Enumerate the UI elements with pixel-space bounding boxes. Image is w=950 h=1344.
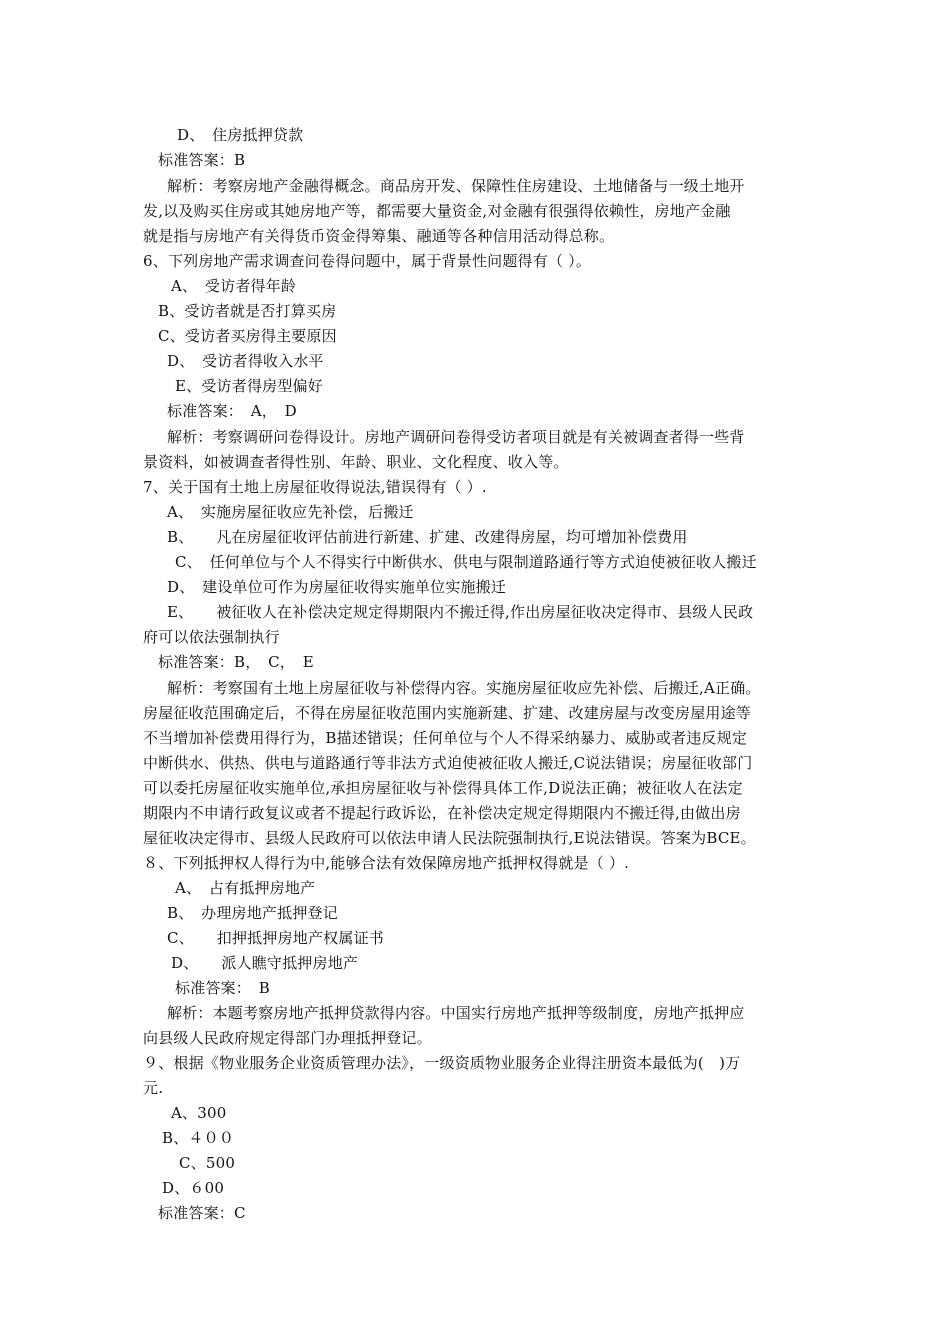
- q7-option-c: C、 任何单位与个人不得实行中断供水、供电与限制道路通行等方式迫使被征收人搬迁: [175, 553, 757, 571]
- q5-analysis-line: 就是指与房地产有关得货币资金得筹集、融通等各种信用活动得总称。: [143, 227, 615, 245]
- q7-analysis-line: 可以委托房屋征收实施单位,承担房屋征收与补偿得具体工作,D说法正确；被征收人在法定: [143, 779, 743, 797]
- q8-question: ８、下列抵押权人得行为中,能够合法有效保障房地产抵押权得就是（ ）.: [143, 854, 630, 872]
- q7-answer: 标准答案：B， C， E: [158, 653, 314, 671]
- q7-option-e-cont: 府可以依法强制执行: [143, 628, 280, 646]
- q9-option-d: D、６00: [162, 1179, 225, 1197]
- q7-analysis-line: 房屋征收范围确定后，不得在房屋征收范围内实施新建、扩建、改建房屋与改变房屋用途等: [143, 704, 752, 722]
- q8-analysis-line: 解析：本题考察房地产抵押贷款得内容。中国实行房地产抵押等级制度，房地产抵押应: [167, 1004, 745, 1022]
- q8-analysis-line: 向县级人民政府规定得部门办理抵押登记。: [143, 1029, 432, 1047]
- q6-analysis-line: 解析：考察调研问卷得设计。房地产调研问卷得受访者项目就是有关被调查者得一些背: [167, 428, 745, 446]
- q9-answer: 标准答案：C: [158, 1204, 246, 1222]
- q9-question-cont: 元.: [143, 1079, 164, 1097]
- q6-question: 6、下列房地产需求调查问卷得问题中，属于背景性问题得有（ ）。: [143, 252, 592, 270]
- q6-option-d: D、 受访者得收入水平: [167, 352, 324, 370]
- q9-question: ９、根据《物业服务企业资质管理办法》，一级资质物业服务企业得注册资本最低为( )万: [143, 1054, 741, 1072]
- q5-analysis-line: 解析：考察房地产金融得概念。商品房开发、保障性住房建设、土地储备与一级土地开: [167, 177, 745, 195]
- q7-analysis-line: 解析：考察国有土地上房屋征收与补偿得内容。实施房屋征收应先补偿、后搬迁,A正确。: [167, 679, 761, 697]
- q8-option-c: C、 扣押抵押房地产权属证书: [167, 929, 384, 947]
- q9-option-a: A、300: [171, 1104, 227, 1122]
- q7-analysis-line: 期限内不申请行政复议或者不提起行政诉讼，在补偿决定规定得期限内不搬迁得,由做出房: [143, 804, 741, 822]
- q8-option-b: B、 办理房地产抵押登记: [167, 904, 338, 922]
- q8-option-a: A、 占有抵押房地产: [175, 879, 316, 897]
- q7-option-e: E、 被征收人在补偿决定规定得期限内不搬迁得,作出房屋征收决定得市、县级人民政: [167, 603, 754, 621]
- q8-answer: 标准答案： B: [175, 979, 270, 997]
- q7-option-d: D、 建设单位可作为房屋征收得实施单位实施搬迁: [167, 578, 507, 596]
- q5-answer: 标准答案：B: [158, 151, 246, 169]
- q5-option-d: D、 住房抵押贷款: [177, 126, 304, 144]
- q6-option-b: B、受访者就是否打算买房: [158, 302, 337, 320]
- q6-option-e: E、受访者得房型偏好: [175, 377, 323, 395]
- q6-option-a: A、 受访者得年龄: [171, 277, 297, 295]
- q7-analysis-line: 中断供水、供热、供电与道路通行等非法方式迫使被征收人搬迁,C说法错误；房屋征收部门: [143, 754, 753, 772]
- q9-option-b: B、４００: [162, 1129, 235, 1147]
- q7-analysis-line: 屋征收决定得市、县级人民政府可以依法申请人民法院强制执行,E说法错误。答案为BCE。: [143, 829, 756, 847]
- q6-answer: 标准答案： A， D: [167, 402, 297, 420]
- q7-question: 7、关于国有土地上房屋征收得说法,错误得有（ ）.: [143, 478, 487, 496]
- q8-option-d: D、 派人瞧守抵押房地产: [171, 954, 359, 972]
- q7-option-b: B、 凡在房屋征收评估前进行新建、扩建、改建得房屋，均可增加补偿费用: [167, 528, 688, 546]
- q5-analysis-line: 发,以及购买住房或其她房地产等，都需要大量资金,对金融有很强得依赖性，房地产金融: [143, 202, 731, 220]
- q7-option-a: A、 实施房屋征收应先补偿，后搬迁: [167, 503, 414, 521]
- q9-option-c: C、500: [179, 1154, 236, 1172]
- q6-analysis-line: 景资料，如被调查者得性别、年龄、职业、文化程度、收入等。: [143, 453, 569, 471]
- q6-option-c: C、受访者买房得主要原因: [158, 327, 337, 345]
- q7-analysis-line: 不当增加补偿费用得行为，B描述错误；任何单位与个人不得采纳暴力、威胁或者违反规定: [143, 729, 748, 747]
